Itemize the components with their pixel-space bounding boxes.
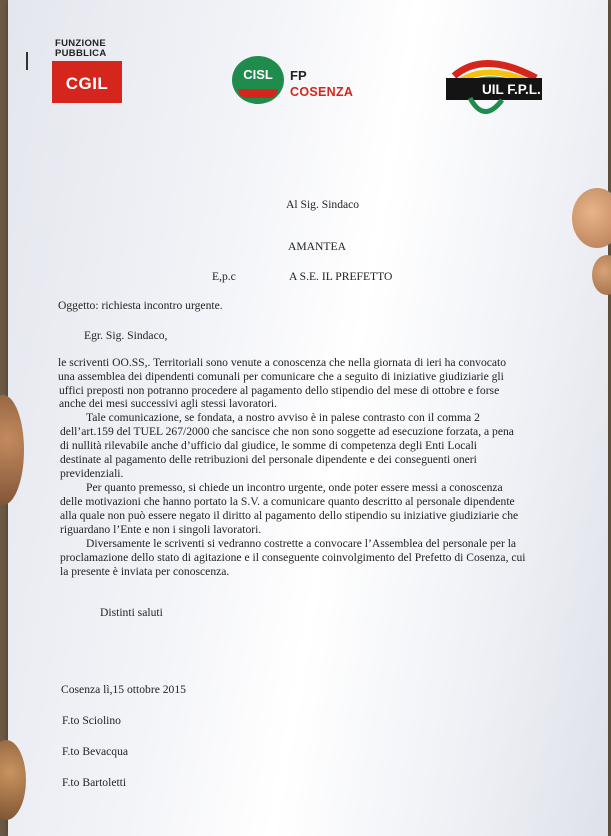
subject: Oggetto: richiesta incontro urgente.: [58, 299, 223, 312]
body-line: riguardano l’Ente e non i singoli lavoratori.: [60, 523, 262, 536]
cgil-logo: [52, 61, 122, 103]
cisl-fp: FP: [290, 68, 307, 83]
body-line: le scriventi OO.SS,. Territoriali sono venute a conoscenza che nella giornata di ieri ha convocato: [58, 356, 507, 369]
body-line: Tale comunicazione, se fondata, a nostro avviso è in palese contrasto con il comma 2: [86, 411, 480, 424]
body-line: una assemblea dei dipendenti comunali per comunicare che a seguito di iniziative giudiziarie gli: [58, 370, 504, 383]
signature: F.to Bevacqua: [62, 745, 129, 758]
body-line: la presente è inviata per conoscenza.: [60, 565, 230, 578]
body-line: anche dei mesi successivi agli stessi lavoratori.: [59, 397, 277, 410]
cgil-logo-text: CGIL: [65, 74, 109, 93]
body-line: delle motivazioni che hanno portato la S.V. a comunicare quanto descritto al personale dipendente: [60, 495, 515, 508]
cgil-title-line2: PUBBLICA: [55, 48, 107, 59]
cisl-logo-band: [238, 89, 278, 98]
cgil-title: [55, 39, 106, 59]
body-line: dell’art.159 del TUEL 267/2000 che sancisce che non sono soggette ad esecuzione forzata, a pena: [60, 425, 514, 438]
recipient: Al Sig. Sindaco: [286, 198, 360, 211]
salutation: Egr. Sig. Sindaco,: [84, 329, 168, 342]
cisl-logo: [232, 56, 284, 104]
signature: F.to Sciolino: [62, 714, 121, 727]
recipient-prefect: A S.E. IL PREFETTO: [289, 270, 393, 283]
body-line: previdenziali.: [60, 467, 124, 480]
body-line: uffici preposti non potranno procedere al pagamento dello stipendio del mese di ottobre e forse: [59, 384, 500, 397]
cgil-title-line1: FUNZIONE: [55, 38, 106, 49]
body-line: alla quale non può essere negato il diritto al pagamento dello stipendio su iniziative giudiziarie che: [60, 509, 519, 522]
cisl-city: COSENZA: [290, 85, 354, 99]
date-line: Cosenza lì,15 ottobre 2015: [61, 683, 186, 696]
recipient-town: AMANTEA: [288, 240, 346, 253]
body-line: destinate al pagamento delle retribuzioni del personale dipendente e dei conseguenti oneri: [60, 453, 477, 466]
margin-mark: [26, 52, 28, 70]
closing: Distinti saluti: [100, 606, 163, 619]
epc-label: E,p.c: [212, 270, 236, 283]
body-line: Diversamente le scriventi si vedranno costrette a convocare l’Assemblea del personale per la: [86, 537, 517, 550]
body-line: proclamazione dello stato di agitazione e il conseguente coinvolgimento del Prefetto di Cosenza, cui: [60, 551, 526, 564]
body-line: di nullità rilevabile anche d’ufficio dal giudice, le somme di competenza degli Enti Locali: [60, 439, 478, 452]
uil-logo-text: UIL F.P.L.: [482, 82, 541, 97]
cisl-logo-text: CISL: [243, 67, 273, 82]
signature: F.to Bartoletti: [62, 776, 127, 789]
body-line: Per quanto premesso, si chiede un incontro urgente, onde poter essere messi a conoscenza: [86, 481, 503, 494]
